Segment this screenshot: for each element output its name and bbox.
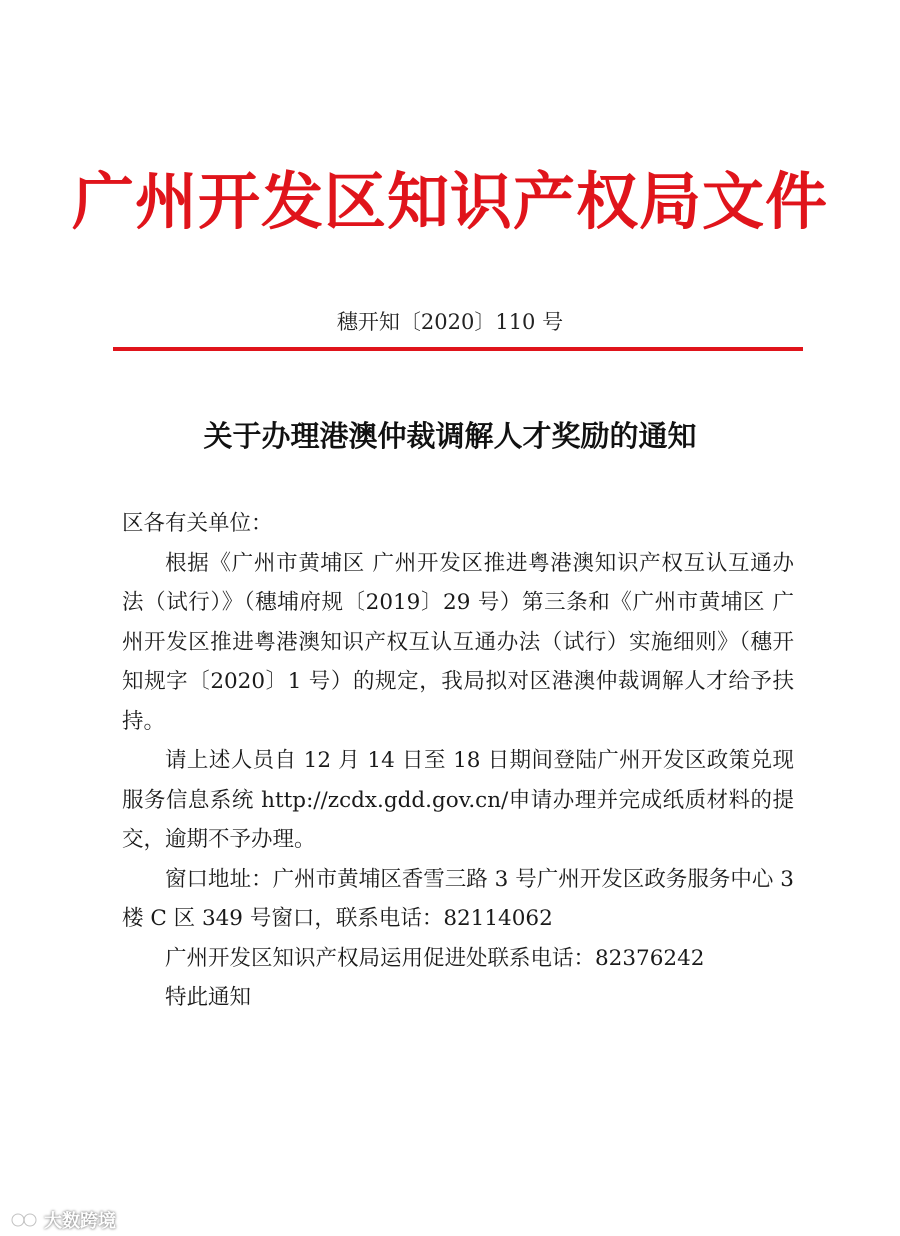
paragraph-contact: 广州开发区知识产权局运用促进处联系电话：82376242 [165,945,705,971]
paragraph-window-address: 窗口地址：广州市黄埔区香雪三路 3 号广州开发区政务服务中心 3 楼 C 区 349 号窗口，联系电话：82114062 [122,866,794,931]
red-divider [113,347,803,351]
masthead-title: 广州开发区知识产权局文件 [71,165,828,238]
paragraph-closing: 特此通知 [165,985,252,1010]
watermark-text: 大数跨境 [44,1211,116,1232]
notice-body [122,504,794,1018]
document-number: 穗开知〔2020〕110 号 [336,310,564,334]
logo-icon [10,1209,40,1231]
paragraph-basis: 根据《广州市黄埔区 广州开发区推进粤港澳知识产权互认互通办法（试行）》（穗埔府规〔2019〕29 号）第三条和《广州市黄埔区 广州开发区推进粤港澳知识产权互认互通办法（试行）实施细则》（穗开知规字〔2020〕1 号）的规定，我局拟对区港澳仲裁调解人才给予扶持。 [122,550,794,734]
salutation: 区各有关单位： [122,511,273,536]
paragraph-application: 请上述人员自 12 月 14 日至 18 日期间登陆广州开发区政策兑现服务信息系统 http://zcdx.gdd.gov.cn/申请办理并完成纸质材料的提交，逾期不予办理。 [122,748,794,852]
watermark [10,1206,116,1234]
notice-title: 关于办理港澳仲裁调解人才奖励的通知 [203,419,697,453]
